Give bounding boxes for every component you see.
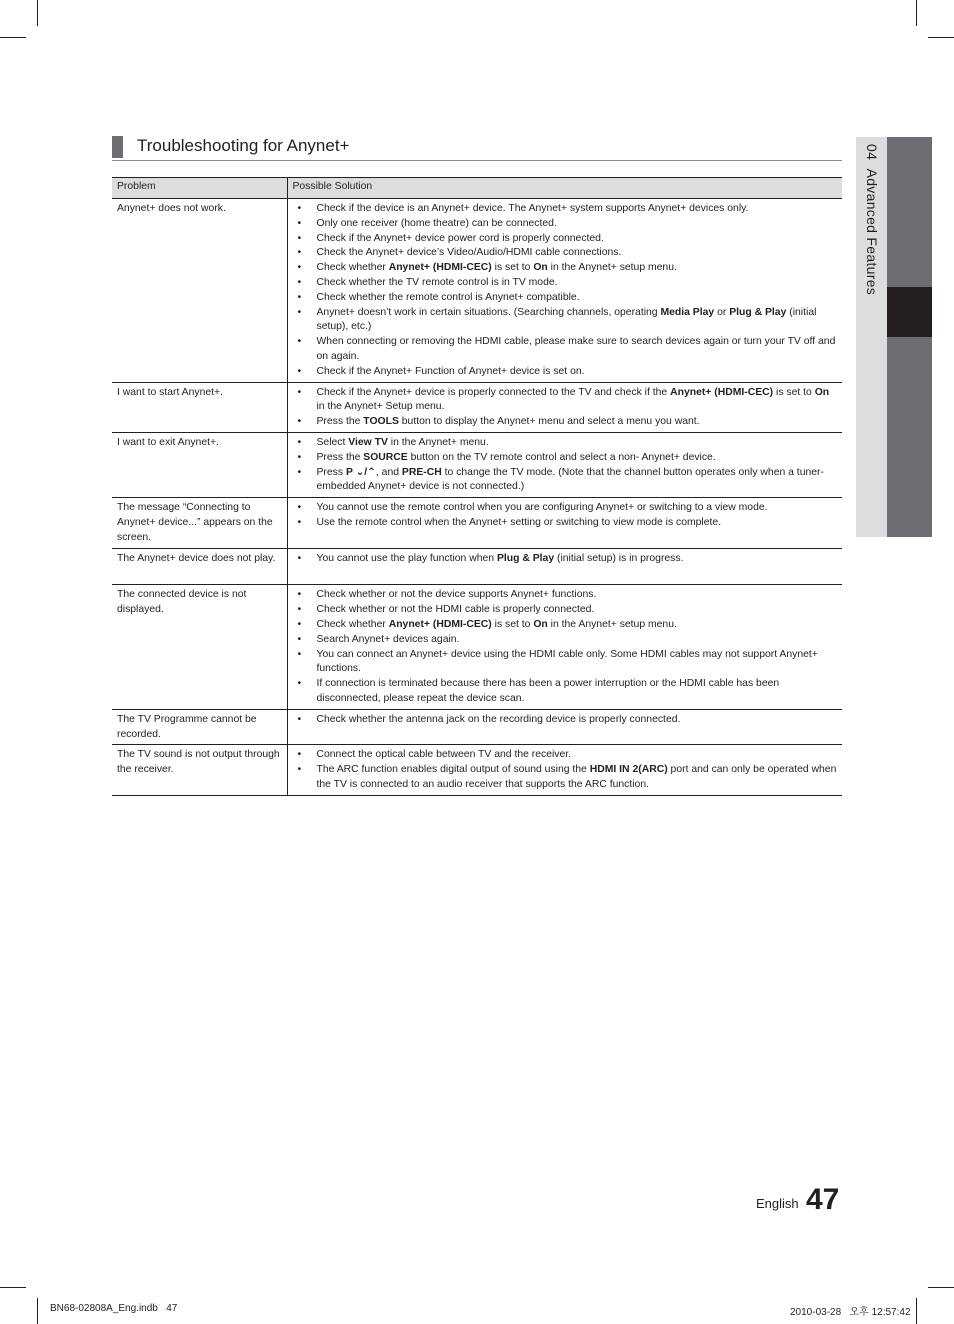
bullet-icon: •: [297, 618, 302, 630]
bullet-icon: •: [297, 466, 302, 478]
bullet-icon: •: [297, 203, 302, 214]
problem-cell: The connected device is not displayed.: [112, 585, 287, 709]
solution-list: [293, 713, 838, 728]
solution-keyword: Anynet+ (HDMI-CEC): [670, 386, 774, 398]
solution-keyword: ⌄/⌃: [355, 466, 376, 478]
solution-text: Check whether: [316, 618, 389, 630]
solution-text: in the Anynet+ menu.: [387, 436, 489, 448]
bullet-icon: •: [297, 232, 302, 244]
solution-text: Search Anynet+ devices again.: [316, 633, 460, 645]
table-header-row: [112, 178, 842, 199]
solution-cell: [287, 199, 842, 383]
bullet-icon: •: [297, 713, 302, 725]
solution-keyword: Media Play: [660, 306, 715, 318]
solution-text: Select: [316, 436, 349, 448]
solution-item: [293, 261, 838, 276]
bullet-icon: •: [297, 262, 302, 274]
crop-mark: [928, 1287, 954, 1288]
solution-item: [293, 552, 838, 567]
table-row: [112, 548, 842, 585]
solution-keyword: P: [345, 466, 356, 478]
section-marker: [112, 136, 123, 158]
solution-keyword: PRE-CH: [401, 466, 442, 478]
bullet-icon: •: [297, 386, 302, 398]
solution-item: [293, 276, 838, 291]
solution-keyword: Anynet+ (HDMI-CEC): [388, 262, 492, 274]
solution-text: Press the: [316, 451, 364, 463]
solution-item: [293, 603, 838, 618]
solution-text: Check whether or not the HDMI cable is properly connected.: [316, 604, 595, 616]
solution-text: is set to: [773, 386, 815, 398]
solution-list: [293, 436, 838, 495]
bullet-icon: •: [297, 336, 302, 348]
solution-text: button to display the Anynet+ menu and select a menu you want.: [398, 416, 700, 428]
bullet-icon: •: [297, 589, 302, 601]
table-row: [112, 745, 842, 795]
solution-item: [293, 677, 838, 707]
solution-keyword: HDMI IN 2(ARC): [589, 764, 668, 776]
crop-mark: [37, 1298, 38, 1324]
solution-text: to change the TV mode. (Note that the channel button operates only when a tuner-embedded Anynet+ device is not connected.): [316, 466, 824, 493]
solution-text: Check if the Anynet+ device is properly connected to the TV and check if the: [316, 386, 671, 398]
solution-item: [293, 415, 838, 430]
solution-cell: [287, 382, 842, 432]
solution-text: If connection is terminated because there has been a power interruption or the HDMI cable has been disconnected, please repeat the device scan.: [316, 678, 780, 704]
solution-text: in the Anynet+ Setup menu.: [316, 401, 445, 413]
page-number: 47: [806, 1183, 840, 1216]
chapter-tab-edge: [887, 137, 932, 537]
print-timestamp: 2010-03-28 오후 12:57:42: [790, 1307, 911, 1318]
solution-list: [293, 202, 838, 380]
troubleshooting-table: [112, 177, 842, 796]
solution-text: Only one receiver (home theatre) can be connected.: [316, 217, 557, 229]
solution-text: Press: [316, 466, 346, 478]
header-solution: Possible Solution: [287, 178, 842, 199]
table-row: [112, 199, 842, 383]
bullet-icon: •: [297, 217, 302, 229]
solution-cell: [287, 709, 842, 745]
solution-text: Anynet+ doesn’t work in certain situations. (Searching channels, operating: [316, 306, 661, 318]
table-row: [112, 709, 842, 745]
solution-list: [293, 386, 838, 430]
solution-item: [293, 232, 838, 247]
solution-text: You cannot use the remote control when you are configuring Anynet+ or switching to a view mode.: [316, 502, 768, 514]
solution-cell: [287, 585, 842, 709]
solution-list: [293, 748, 838, 792]
chapter-number: 04: [864, 144, 880, 161]
solution-text: is set to: [491, 618, 534, 630]
solution-cell: [287, 432, 842, 497]
solution-keyword: On: [533, 262, 548, 274]
solution-item: [293, 466, 838, 496]
table-row: [112, 382, 842, 432]
solution-text: You cannot use the play function when: [316, 552, 497, 564]
solution-text: in the Anynet+ setup menu.: [547, 262, 677, 274]
solution-text: Check if the device is an Anynet+ device. The Anynet+ system supports Anynet+ devices only.: [316, 203, 749, 214]
solution-text: Check whether: [316, 262, 389, 274]
solution-item: [293, 436, 838, 451]
solution-keyword: Anynet+ (HDMI-CEC): [388, 618, 492, 630]
table-body: [112, 199, 842, 796]
solution-item: [293, 763, 838, 793]
solution-item: [293, 618, 838, 633]
solution-item: [293, 291, 838, 306]
solution-item: [293, 648, 838, 678]
bullet-icon: •: [297, 436, 302, 448]
chapter-label: [864, 144, 880, 295]
solution-item: [293, 306, 838, 336]
bullet-icon: •: [297, 451, 302, 463]
bullet-icon: •: [297, 604, 302, 616]
problem-cell: The TV sound is not output through the receiver.: [112, 745, 287, 795]
solution-text: is set to: [491, 262, 534, 274]
solution-item: [293, 588, 838, 603]
crop-mark: [0, 1287, 26, 1288]
solution-keyword: TOOLS: [363, 416, 399, 428]
solution-keyword: Plug & Play: [729, 306, 787, 318]
solution-text: Check if the Anynet+ device power cord is properly connected.: [316, 232, 604, 244]
solution-item: [293, 365, 838, 380]
solution-item: [293, 516, 838, 531]
solution-keyword: View TV: [348, 436, 388, 448]
problem-cell: The TV Programme cannot be recorded.: [112, 709, 287, 745]
solution-text: in the Anynet+ setup menu.: [547, 618, 677, 630]
solution-text: Connect the optical cable between TV and the receiver.: [316, 749, 572, 761]
solution-list: [293, 501, 838, 531]
solution-cell: [287, 548, 842, 585]
solution-text: Check whether the antenna jack on the recording device is properly connected.: [316, 713, 681, 725]
solution-keyword: On: [814, 386, 830, 398]
chapter-tab-marker: [887, 287, 932, 337]
solution-item: [293, 202, 838, 217]
crop-mark: [928, 37, 954, 38]
problem-cell: I want to start Anynet+.: [112, 382, 287, 432]
problem-cell: Anynet+ does not work.: [112, 199, 287, 383]
section-heading: [112, 136, 842, 161]
problem-cell: The message “Connecting to Anynet+ device...” appears on the screen.: [112, 498, 287, 548]
section-title: Troubleshooting for Anynet+: [137, 136, 350, 155]
bullet-icon: •: [297, 306, 302, 318]
bullet-icon: •: [297, 516, 302, 528]
solution-text: (initial setup) is in progress.: [554, 552, 684, 564]
solution-item: [293, 633, 838, 648]
solution-item: [293, 386, 838, 416]
solution-item: [293, 501, 838, 516]
solution-text: or: [714, 306, 730, 318]
crop-mark: [916, 0, 917, 26]
solution-item: [293, 713, 838, 728]
solution-text: Check the Anynet+ device’s Video/Audio/HDMI cable connections.: [316, 247, 622, 259]
solution-text: port and can only be operated when the TV is connected to an audio receiver that supports the ARC function.: [316, 764, 837, 790]
solution-item: [293, 217, 838, 232]
solution-keyword: On: [533, 618, 548, 630]
solution-text: Press the: [316, 416, 364, 428]
solution-text: Check whether or not the device supports Anynet+ functions.: [316, 589, 597, 601]
solution-keyword: SOURCE: [363, 451, 408, 463]
header-problem: Problem: [112, 178, 287, 199]
bullet-icon: •: [297, 648, 302, 660]
table-row: [112, 498, 842, 548]
bullet-icon: •: [297, 276, 302, 288]
bullet-icon: •: [297, 764, 302, 776]
solution-item: [293, 335, 838, 365]
crop-mark: [37, 0, 38, 26]
bullet-icon: •: [297, 365, 302, 377]
solution-list: [293, 588, 838, 706]
solution-text: , and: [375, 466, 402, 478]
problem-cell: I want to exit Anynet+.: [112, 432, 287, 497]
crop-mark: [916, 1298, 917, 1324]
bullet-icon: •: [297, 291, 302, 303]
bullet-icon: •: [297, 633, 302, 645]
solution-text: button on the TV remote control and select a non- Anynet+ device.: [407, 451, 716, 463]
bullet-icon: •: [297, 749, 302, 761]
crop-mark: [0, 37, 26, 38]
bullet-icon: •: [297, 247, 302, 259]
bullet-icon: •: [297, 416, 302, 428]
solution-text: You can connect an Anynet+ device using the HDMI cable only. Some HDMI cables may not support Anynet+ functions.: [316, 648, 818, 675]
solution-text: Use the remote control when the Anynet+ setting or switching to view mode is complete.: [316, 516, 722, 528]
solution-text: Check whether the TV remote control is in TV mode.: [316, 276, 558, 288]
solution-keyword: Plug & Play: [496, 552, 555, 564]
solution-item: [293, 246, 838, 261]
solution-text: Check whether the remote control is Anynet+ compatible.: [316, 291, 580, 303]
solution-cell: [287, 745, 842, 795]
bullet-icon: •: [297, 552, 302, 564]
solution-item: [293, 748, 838, 763]
solution-list: [293, 552, 838, 567]
solution-text: (initial setup), etc.): [316, 306, 817, 333]
solution-item: [293, 451, 838, 466]
problem-cell: The Anynet+ device does not play.: [112, 548, 287, 585]
file-name: BN68-02808A_Eng.indb 47: [50, 1303, 178, 1314]
language-label: English: [756, 1196, 799, 1211]
table-row: [112, 585, 842, 709]
bullet-icon: •: [297, 678, 302, 690]
solution-text: When connecting or removing the HDMI cable, please make sure to search devices again or turn your TV off and on again.: [316, 336, 836, 362]
bullet-icon: •: [297, 502, 302, 514]
chapter-title: Advanced Features: [864, 168, 880, 296]
solution-text: The ARC function enables digital output of sound using the: [316, 764, 590, 776]
solution-text: Check if the Anynet+ Function of Anynet+ device is set on.: [316, 365, 585, 377]
solution-cell: [287, 498, 842, 548]
table-row: [112, 432, 842, 497]
